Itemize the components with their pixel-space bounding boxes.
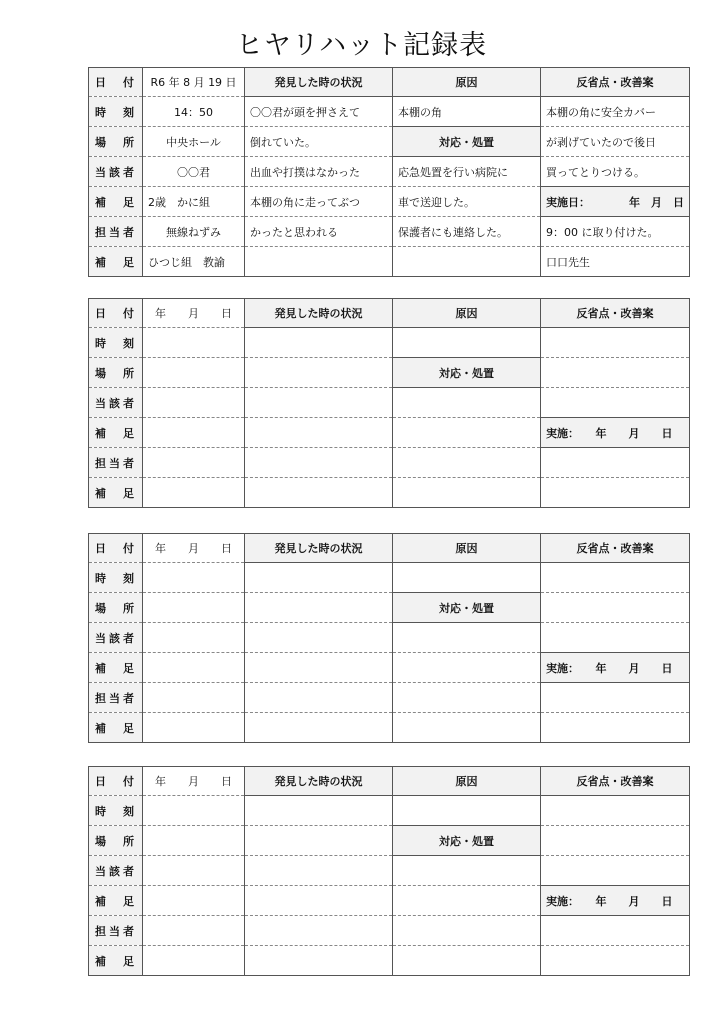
cell-blank [541,683,690,713]
cell-blank [541,358,690,388]
cell-blank [393,796,541,826]
situation-line-1: 〇〇君が頭を押さえて [245,97,393,127]
cell-blank [245,418,393,448]
label-place: 場 所 [89,593,143,623]
record-table-blank-2 [88,533,690,743]
cell-blank [393,418,541,448]
situation-line-3: 出血や打撲はなかった [245,157,393,187]
date-blank: 年 月 日 [143,767,245,796]
cell-blank [393,328,541,358]
header-cause: 原因 [393,767,541,796]
cell-blank [245,826,393,856]
label-person: 当該者 [89,623,143,653]
header-response: 対応・処置 [393,593,541,623]
place-value: 中央ホール [143,127,245,157]
cell-blank [143,683,245,713]
cell-blank [245,713,393,743]
response-line-4 [393,247,541,277]
cell-blank [541,796,690,826]
implementation-row [541,187,690,217]
cell-blank [393,623,541,653]
label-person: 当該者 [89,388,143,418]
label-place: 場 所 [89,127,143,157]
cell-blank [143,448,245,478]
cell-blank [393,448,541,478]
cell-blank [245,946,393,976]
cell-blank [245,916,393,946]
reflection-line-3: 買ってとりつける。 [541,157,690,187]
page-title: ヒヤリハット記録表 [235,30,488,61]
header-response: 対応・処置 [393,826,541,856]
reflection-line-1: 本棚の角に安全カバー [541,97,690,127]
cell-blank [393,886,541,916]
cell-blank [143,826,245,856]
cell-blank [393,653,541,683]
cell-blank [245,563,393,593]
situation-line-5: かったと思われる [245,217,393,247]
cell-blank [143,886,245,916]
implementation-note: 9：00 に取り付けた。 [541,217,690,247]
label-date: 日 付 [89,534,143,563]
cell-blank [541,713,690,743]
response-line-1: 応急処置を行い病院に [393,157,541,187]
cell-blank [393,683,541,713]
cell-blank [143,713,245,743]
note2-value: ひつじ組 教諭 [143,247,245,277]
cell-blank [541,916,690,946]
label-staff: 担当者 [89,916,143,946]
cell-blank [541,593,690,623]
label-note: 補 足 [89,187,143,217]
implementation-label: 実施日： [546,195,590,209]
header-reflection: 反省点・改善案 [541,68,690,97]
label-person: 当該者 [89,157,143,187]
header-situation: 発見した時の状況 [245,299,393,328]
label-person: 当該者 [89,856,143,886]
header-reflection: 反省点・改善案 [541,534,690,563]
header-response: 対応・処置 [393,127,541,157]
header-cause: 原因 [393,299,541,328]
cell-blank [245,653,393,683]
implementation-blank: 実施： 年 月 日 [541,886,690,916]
cell-blank [143,358,245,388]
label-note2: 補 足 [89,713,143,743]
cell-blank [245,328,393,358]
label-staff: 担当者 [89,448,143,478]
label-date: 日 付 [89,299,143,328]
cell-blank [245,388,393,418]
label-note2: 補 足 [89,946,143,976]
cell-blank [393,916,541,946]
cell-blank [245,593,393,623]
label-time: 時 刻 [89,796,143,826]
cell-blank [541,946,690,976]
header-response: 対応・処置 [393,358,541,388]
cell-blank [143,856,245,886]
label-date: 日 付 [89,68,143,97]
cell-blank [245,358,393,388]
cell-blank [541,623,690,653]
cell-blank [143,328,245,358]
cell-blank [143,478,245,508]
label-staff: 担当者 [89,217,143,247]
cell-blank [143,418,245,448]
cell-blank [143,916,245,946]
header-situation: 発見した時の状況 [245,534,393,563]
label-time: 時 刻 [89,97,143,127]
header-situation: 発見した時の状況 [245,767,393,796]
implementation-blank: 実施： 年 月 日 [541,418,690,448]
record-table-blank-3 [88,766,690,976]
person-value: 〇〇君 [143,157,245,187]
header-cause: 原因 [393,68,541,97]
cell-blank [393,713,541,743]
cell-blank [541,388,690,418]
cell-blank [541,448,690,478]
cell-blank [143,623,245,653]
cell-blank [393,478,541,508]
cell-blank [245,683,393,713]
cell-blank [245,623,393,653]
time-value: 14：50 [143,97,245,127]
label-staff: 担当者 [89,683,143,713]
cause-value: 本棚の角 [393,97,541,127]
header-reflection: 反省点・改善案 [541,767,690,796]
situation-line-2: 倒れていた。 [245,127,393,157]
label-note2: 補 足 [89,247,143,277]
situation-line-4: 本棚の角に走ってぶつ [245,187,393,217]
cell-blank [541,856,690,886]
date-value: R6 年 8 月 19 日 [143,68,245,97]
label-note: 補 足 [89,653,143,683]
cell-blank [541,563,690,593]
header-reflection: 反省点・改善案 [541,299,690,328]
cell-blank [143,388,245,418]
reflection-line-2: が剥げていたので後日 [541,127,690,157]
cell-blank [245,886,393,916]
cell-blank [245,796,393,826]
cell-blank [143,946,245,976]
cell-blank [393,388,541,418]
label-time: 時 刻 [89,328,143,358]
cell-blank [541,478,690,508]
cell-blank [143,653,245,683]
staff-value: 無線ねずみ [143,217,245,247]
cell-blank [393,946,541,976]
response-line-3: 保護者にも連絡した。 [393,217,541,247]
label-note: 補 足 [89,886,143,916]
record-table-example [88,67,690,277]
label-place: 場 所 [89,826,143,856]
cell-blank [245,448,393,478]
label-time: 時 刻 [89,563,143,593]
note-value: 2歳 かに組 [143,187,245,217]
cell-blank [541,328,690,358]
label-date: 日 付 [89,767,143,796]
cell-blank [143,593,245,623]
implementation-blank: 実施： 年 月 日 [541,653,690,683]
cell-blank [143,563,245,593]
cell-blank [393,856,541,886]
cell-blank [245,478,393,508]
cell-blank [143,796,245,826]
record-table-blank-1 [88,298,690,508]
label-note: 補 足 [89,418,143,448]
date-blank: 年 月 日 [143,534,245,563]
header-cause: 原因 [393,534,541,563]
label-place: 場 所 [89,358,143,388]
situation-line-6 [245,247,393,277]
cell-blank [245,856,393,886]
cell-blank [393,563,541,593]
header-situation: 発見した時の状況 [245,68,393,97]
date-blank: 年 月 日 [143,299,245,328]
implementation-date: 年 月 日 [629,195,684,209]
label-note2: 補 足 [89,478,143,508]
response-line-2: 車で送迎した。 [393,187,541,217]
implementation-person: 口口先生 [541,247,690,277]
cell-blank [541,826,690,856]
